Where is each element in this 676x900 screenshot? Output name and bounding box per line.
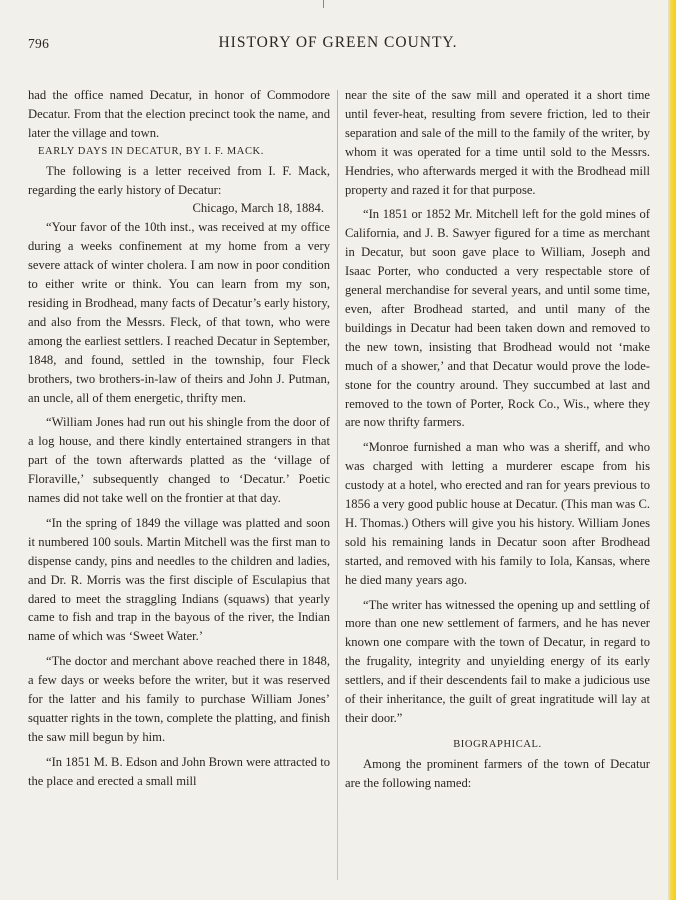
paragraph: Among the prominent farmers of the town of Decatur are the following named: bbox=[345, 756, 650, 790]
right-column bbox=[345, 86, 650, 793]
running-head: HISTORY OF GREEN COUNTY. bbox=[218, 34, 458, 51]
paragraph: “Monroe furnished a man who was a sheriff, and who was charged with letting a murderer escape from his custody at a hotel, who erected and ran for years previous to 1856 a very good public house at Decatur. (This man was C. H. Thomas.) Others will give you his history. William Jones sold his remaining lands in Decatur soon after Brodhead started, and removed with his family to Iola, Kansas, where he died many years ago. bbox=[345, 440, 650, 587]
paragraph: “In 1851 or 1852 Mr. Mitchell left for the gold mines of California, and J. B. Sawyer figured for a time as merchant in Decatur, but soon gave place to William, Joseph and Isaac Porter, who conducted a very respectable store of general merchandise for several years, and until some time, even, after Brodhead started, and until many of the buildings in Decatur had been taken down and removed to the new town, insisting that Brodhead would not ‘make much of a shower,’ and that Decatur would prove the lode-stone for the country around. They succumbed at last and removed to the town of Porter, Rock Co., Wis., where they are now thrifty farmers. bbox=[345, 207, 650, 430]
top-mark bbox=[323, 0, 324, 8]
paragraph: “In the spring of 1849 the village was platted and soon it numbered 100 souls. Martin Mitchell was the first man to dispense candy, pins and needles to the children and ladies, and Dr. R. Morris was the first disciple of Esculapius that dared to meet the straggling Indians (squaws) that yearly came to fish and trap in the bayous of the river, the Indian name of which was ‘Sweet Water.’ bbox=[28, 515, 330, 644]
column-divider bbox=[337, 90, 338, 880]
paragraph: “William Jones had run out his shingle from the door of a log house, and there kindly entertained strangers in that part of the town afterwards platted as the ‘village of Floraville,’ subsequently changed to ‘Decatur.’ Poetic names did not take well on the frontier at that day. bbox=[28, 415, 330, 506]
paragraph: “Your favor of the 10th inst., was received at my office during a weeks confinement at my home from a very severe attack of winter cholera. I am now in poor condition to either write or think. You can learn from my son, residing in Brodhead, many facts of Decatur’s early history, and also from the Messrs. Fleck, of that town, who were among the earliest settlers. I reached Decatur in September, 1848, and found, settled in the township, four Fleck brothers, two brothers-in-law of theirs and John J. Putman, an uncle, all of them energetic, thrifty men. bbox=[28, 220, 330, 405]
paragraph: “In 1851 M. B. Edson and John Brown were attracted to the place and erected a small mill bbox=[28, 754, 330, 788]
paragraph: The following is a letter received from I. F. Mack, regarding the early history of Decatur: bbox=[28, 163, 330, 197]
page-edge-strip bbox=[668, 0, 676, 900]
dateline: Chicago, March 18, 1884. bbox=[192, 201, 324, 216]
left-column bbox=[28, 86, 330, 791]
page-number: 796 bbox=[28, 36, 50, 51]
section-heading: BIOGRAPHICAL. bbox=[453, 738, 542, 750]
paragraph: near the site of the saw mill and operated it a short time until fever-heat, resulting from severe friction, led to their separation and sale of the mill to the family of the writer, by whom it was operated for a time until sold to the Messrs. Hendries, who afterwards merged it with the Brodhead mill property and razed it for that purpose. bbox=[345, 88, 650, 197]
paragraph: “The doctor and merchant above reached there in 1848, a few days or weeks before the writer, but it was reserved for the latter and his family to purchase William Jones’ squatter rights in the town, complete the platting, and finish the saw mill begun by him. bbox=[28, 654, 330, 744]
section-heading: EARLY DAYS IN DECATUR, BY I. F. MACK. bbox=[38, 145, 264, 157]
paragraph: “The writer has witnessed the opening up and settling of more than one new settlement of farmers, and he has never known one compare with the town of Decatur, in regard to the frugality, integrity and unyielding energy of its early settlers, and if their descendents fail to make a judicious use of their inheritance, the guilt of great ingratitude will lay at their door.” bbox=[345, 597, 650, 725]
paragraph: had the office named Decatur, in honor of Commodore Decatur. From that the election precinct took the name, and later the village and town. bbox=[28, 88, 330, 140]
